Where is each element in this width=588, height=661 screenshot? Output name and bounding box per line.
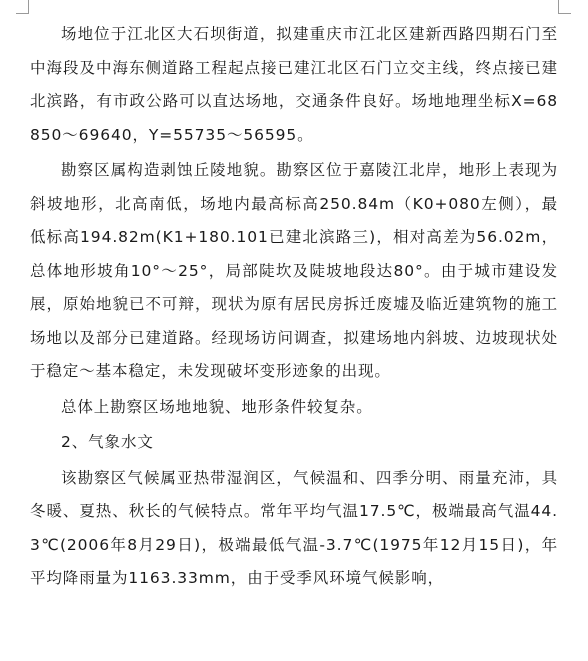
crop-mark-right-horizontal [559, 13, 571, 14]
paragraph-site-location: 场地位于江北区大石坝街道，拟建重庆市江北区建新西路四期石门至中海段及中海东侧道路工程起点接已建江北区石门立交主线，终点接已建北滨路，有市政公路可以直达场地，交通条件良好。场地地理坐标X=68850～69640，Y=55735～56595。 [30, 25, 558, 144]
paragraph-summary: 总体上勘察区场地地貌、地形条件较复杂。 [61, 397, 373, 416]
paragraph-terrain: 勘察区属构造剥蚀丘陵地貌。勘察区位于嘉陵江北岸，地形上表现为斜坡地形，北高南低，场地内最高标高250.84m（K0+080左侧），最低标高194.82m(K1+180.101已建北滨路三)，相对高差为56.02m，总体地形坡角10°～25°，局部陡坎及陡坡地段达80°。由于城市建设发展，原始地貌已不可辩，现状为原有居民房拆迁废墟及临近建筑物的施工场地以及部分已建道路。经现场访问调查，拟建场地内斜坡、边坡现状处于稳定～基本稳定，未发现破坏变形迹象的出现。 [30, 161, 558, 380]
section-heading-climate: 2、气象水文 [61, 433, 154, 451]
paragraph-climate: 该勘察区气候属亚热带湿润区，气候温和、四季分明、雨量充沛，具冬暖、夏热、秋长的气候特点。常年平均气温17.5℃，极端最高气温44.3℃(2006年8月29日)，极端最低气温-3.7℃(1975年12月15日)，年平均降雨量为1163.33mm，由于受季风环境气候影响， [30, 468, 558, 587]
crop-mark-left [28, 0, 29, 14]
crop-mark-left-horizontal [16, 13, 28, 14]
crop-mark-right [558, 0, 559, 14]
document-body [30, 18, 558, 596]
